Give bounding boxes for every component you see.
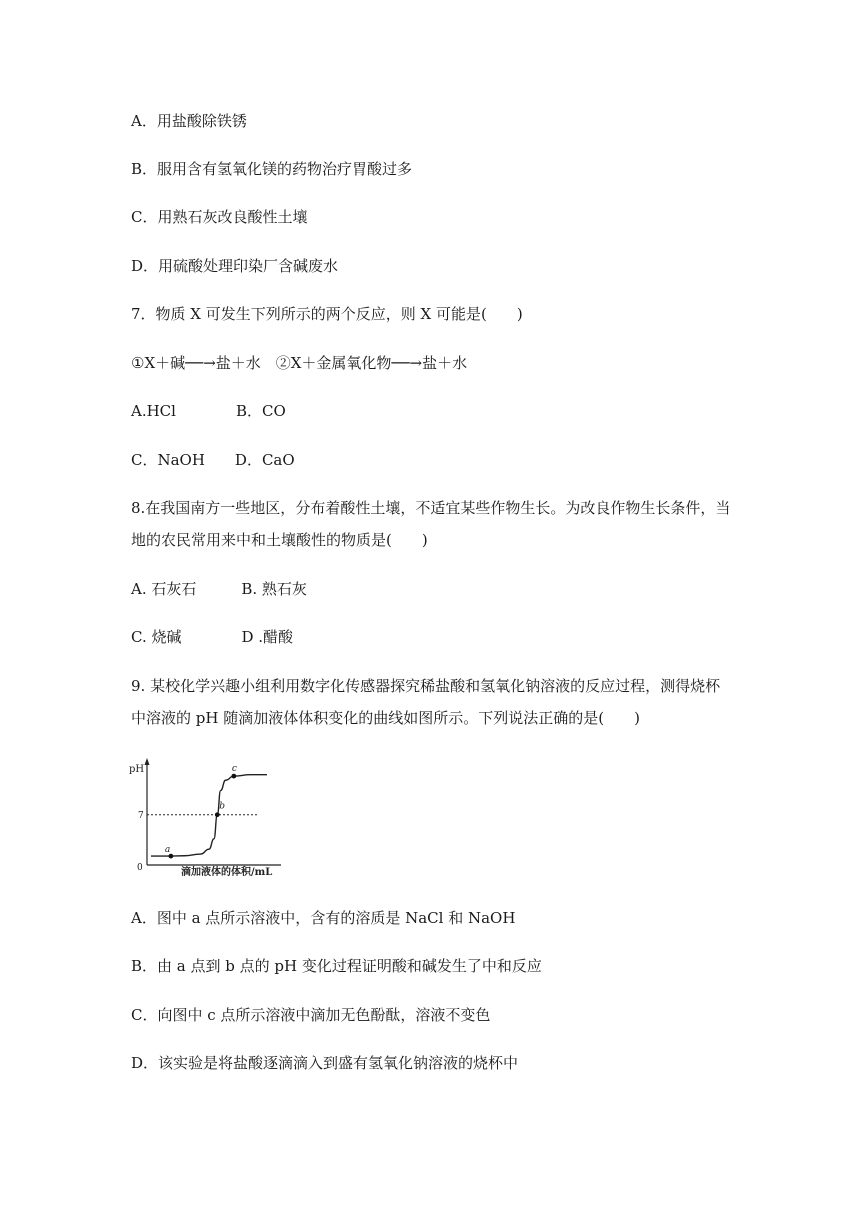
- q8-options-row1: A. 石灰石 B. 熟石灰: [131, 580, 307, 598]
- q7-options-row2: C．NaOH D．CaO: [131, 451, 295, 469]
- q8-stem-line2: 地的农民常用来中和土壤酸性的物质是( ): [131, 531, 428, 549]
- ph-curve-chart: [125, 755, 295, 880]
- q9-option-b: B．由 a 点到 b 点的 pH 变化过程证明酸和碱发生了中和反应: [131, 957, 542, 975]
- q9-option-a: A．图中 a 点所示溶液中，含有的溶质是 NaCl 和 NaOH: [131, 909, 516, 927]
- y-axis-label: pH: [129, 764, 145, 775]
- point-label-b: b: [219, 801, 226, 812]
- point-c: [231, 774, 236, 779]
- q9-stem-line2: 中溶液的 pH 随滴加液体体积变化的曲线如图所示。下列说法正确的是( ): [131, 709, 640, 727]
- q6-option-d: D．用硫酸处理印染厂含碱废水: [131, 257, 339, 275]
- point-label-a: a: [164, 845, 171, 856]
- q6-option-a: A．用盐酸除铁锈: [131, 112, 247, 130]
- q8-stem-line1: 8.在我国南方一些地区，分布着酸性土壤，不适宜某些作物生长。为改良作物生长条件，当: [131, 499, 731, 517]
- q6-option-c: C．用熟石灰改良酸性土壤: [131, 208, 308, 226]
- y-axis-arrow: [145, 758, 150, 765]
- ph-curve-line: [151, 775, 267, 856]
- q9-option-d: D．该实验是将盐酸逐滴滴入到盛有氢氧化钠溶液的烧杯中: [131, 1054, 519, 1072]
- data-points: [165, 764, 237, 858]
- q7-reactions: ①X＋碱──→盐＋水 ②X＋金属氧化物──→盐＋水: [131, 354, 468, 372]
- origin-label: 0: [137, 863, 143, 873]
- q8-options-row2: C. 烧碱 D .醋酸: [131, 628, 294, 646]
- q9-stem-line1: 9. 某校化学兴趣小组利用数字化传感器探究稀盐酸和氢氧化钠溶液的反应过程，测得烧杯: [131, 677, 721, 695]
- q9-option-c: C．向图中 c 点所示溶液中滴加无色酚酞，溶液不变色: [131, 1006, 491, 1024]
- point-b: [215, 812, 220, 817]
- q7-stem: 7．物质 X 可发生下列所示的两个反应，则 X 可能是( ): [131, 305, 523, 323]
- q6-option-b: B．服用含有氢氧化镁的药物治疗胃酸过多: [131, 160, 413, 178]
- y-tick-label-7: 7: [138, 811, 144, 821]
- point-label-c: c: [231, 764, 237, 775]
- q7-options-row1: A.HCl B．CO: [131, 402, 286, 420]
- x-axis-label: 滴加液体的体积/mL: [181, 867, 273, 878]
